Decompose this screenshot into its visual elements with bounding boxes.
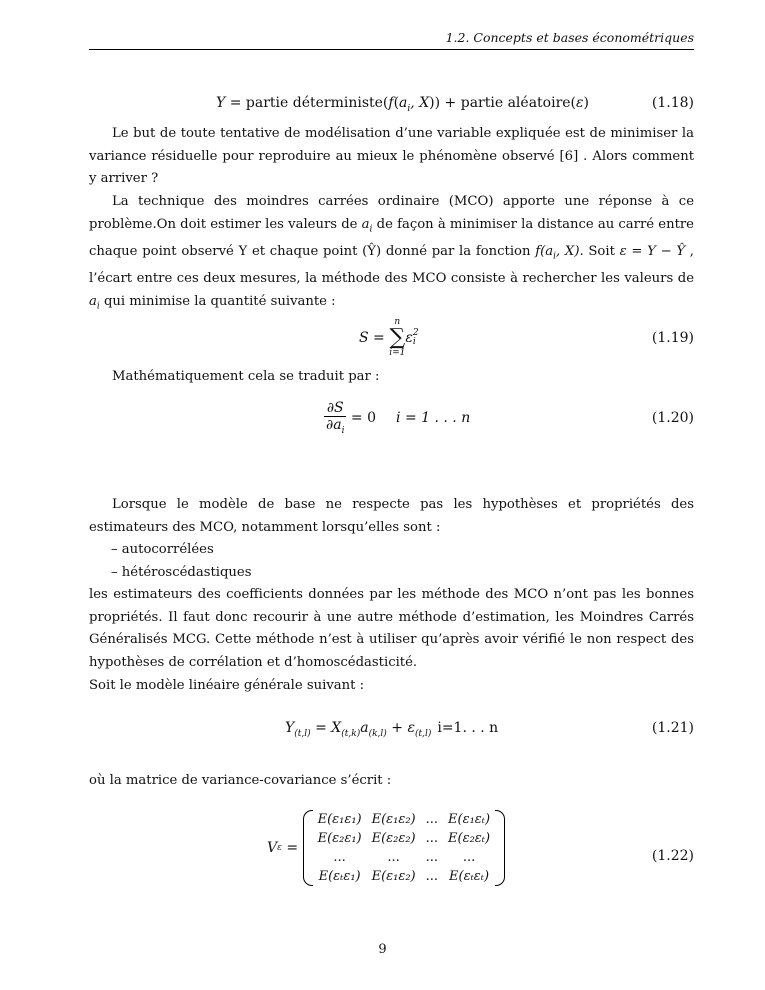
matrix-cell: E(ε₁εₜ) [448, 812, 491, 827]
matrix-cell: E(εₜε₁) [318, 869, 361, 884]
running-header: 1.2. Concepts et bases économétriques [445, 30, 694, 45]
matrix-cell: ... [425, 831, 439, 846]
matrix-cell: E(ε₂ε₁) [317, 831, 362, 846]
matrix-cell: E(ε₂ε₂) [371, 831, 416, 846]
matrix-cell: ... [462, 850, 476, 865]
list-item: – hétéroscédastiques [111, 564, 252, 580]
matrix-cell: E(εₜεₜ) [449, 869, 490, 884]
matrix-cell: ... [425, 812, 439, 827]
equation-number: (1.21) [651, 720, 694, 736]
paragraph-intro: Le but de toute tentative de modélisation d’une variable expliquée est de minimiser la variance résiduelle pour reproduire au mieux le phénomène observé [6] . Alors comment y arriver ? [89, 126, 694, 187]
paragraph-mcg: les estimateurs des coefficients données par les méthode des MCO n’ont pas les bonnes propriétés. Il faut donc recourir à une autre méthode d’estimation, les Moindres Carrés Généralisés MCG. Cette méthode n’est à utiliser qu’après avoir vérifié le non respect des hypothèses de corrélation et d’homoscédasticité. [89, 587, 694, 671]
paragraph-mco: La technique des moindres carrées ordinaire (MCO) apporte une réponse à ce problème.On doit estimer les valeurs de $a_i$ de façon à minimiser la distance au carré entre chaque point observé Y et chaque point (Ŷ) donné par la fonction $f(a_i$, X). Soit ε = Y − Ŷ , l’écart entre ces deux mesures, la méthode des MCO consiste à rechercher les valeurs de $a_i$ qui minimise la quantité suivante : [89, 194, 694, 312]
equation-1-20: $\frac{\partial S}{\partial a_i}$ = 0 i = 1 . . . n (1.20) [326, 400, 694, 436]
equation-1-22: Vε = E(ε₁ε₁) E(ε₁ε₂) ... E(ε₁εₜ) E(ε₂ε₁) E(ε₂ε₂) ... E(ε₂εₜ) ... ... ... ... E(εₜε₁) E(ε₁ε₂) ... E(εₜεₜ) (1.22) [267, 812, 694, 884]
equation-number: (1.20) [651, 410, 694, 426]
equation-number: (1.19) [651, 330, 694, 346]
paragraph-math: Mathématiquement cela se traduit par : [112, 369, 380, 384]
matrix-cell: E(ε₁ε₁) [317, 812, 362, 827]
equation-1-19: S = n ∑ i=1 ε 2 i (1.19) [359, 317, 694, 358]
equation-1-18: Y = partie $déterministe(f(a_i$, X)) + partie aléatoire(ε) (1.18) [216, 95, 694, 114]
matrix-cell: E(ε₁ε₂) [371, 869, 416, 884]
paragraph-matrix-intro: où la matrice de variance-covariance s’écrit : [89, 773, 392, 788]
list-item: – autocorrélées [111, 542, 214, 557]
matrix-cell: ... [333, 850, 346, 865]
paragraph-hypotheses: Lorsque le modèle de base ne respecte pas les hypothèses et propriétés des estimateurs des MCO, notamment lorsqu’elles sont : [89, 497, 694, 535]
page-number: 9 [378, 942, 387, 957]
document-page: 1.2. Concepts et bases économétriques Y = partie $déterministe(f(a_i$, X)) + partie aléatoire(ε) (1.18) Le but de toute tentative de modélisation d’une variable expliquée est de minimiser la variance résiduelle pour reproduire au mieux le phénomène observé [6] . Alors comment y arriver ? La technique des moindres carrées ordinaire (MCO) apporte une réponse à ce problème.On doit estimer les valeurs de $a_i$ de façon à minimiser la distance au carré entre chaque point observé Y et chaque point (Ŷ) donné par la fonction $f(a_i$, X). Soit ε = Y − Ŷ , l’écart entre ces deux mesures, la méthode des MCO consiste à rechercher les valeurs de $a_i$ qui minimise la quantité suivante : S = n ∑ i=1 ε 2 i (1.19) Mathématiquement cela se traduit par : $\frac{\partial S}{\partial a_i}$ = 0 i = 1 . . . n (1.20) Lorsque le modèle de base ne respecte pas les hypothèses et propriétés des estimateurs des MCO, notamment lorsqu’elles sont : – autocorrélées – hétéroscédastiques les estimateurs des coefficients données par les méthode des MCO n’ont pas les bonnes propriétés. Il faut donc recourir à une autre méthode d’estimation, les Moindres Carrés Généralisés MCG. Cette méthode n’est à utiliser qu’après avoir vérifié le non respect des hypothèses de corrélation et d’homoscédasticité. Soit le modèle linéaire générale suivant : $Y_{(t,l)} = X_{(t,k)}a_{(k,l)} + \varepsilon_{(t,l)}$ i=1. . . n (1.21) où la matrice de variance-covariance s’écrit : Vε = E(ε₁ε₁) E(ε₁ε₂) ... E(ε₁εₜ) E(ε₂ε₁) E(ε₂ε₂) ... E(ε₂εₜ) ... ... ... ... E(εₜε₁) E(ε₁ε₂) ... E(εₜεₜ) (1.22) 9 [0, 0, 765, 990]
equation-number: (1.22) [651, 848, 694, 864]
header-rule [89, 49, 694, 50]
matrix-right-paren [495, 810, 505, 886]
summation-symbol: n ∑ i=1 [389, 317, 406, 358]
equation-number: (1.18) [651, 95, 694, 111]
bullet-list [89, 539, 694, 584]
covariance-matrix [303, 810, 505, 886]
matrix-cell: E(ε₁ε₂) [371, 812, 416, 827]
partial-fraction: $\frac{\partial S}{\partial a_i}$ [326, 400, 345, 436]
paragraph-model: Soit le modèle linéaire générale suivant : [89, 678, 365, 693]
matrix-left-paren [303, 810, 313, 886]
matrix-cell: E(ε₂εₜ) [448, 831, 491, 846]
matrix-cell: ... [425, 869, 439, 884]
matrix-cell: ... [387, 850, 400, 865]
matrix-cell: ... [425, 850, 439, 865]
